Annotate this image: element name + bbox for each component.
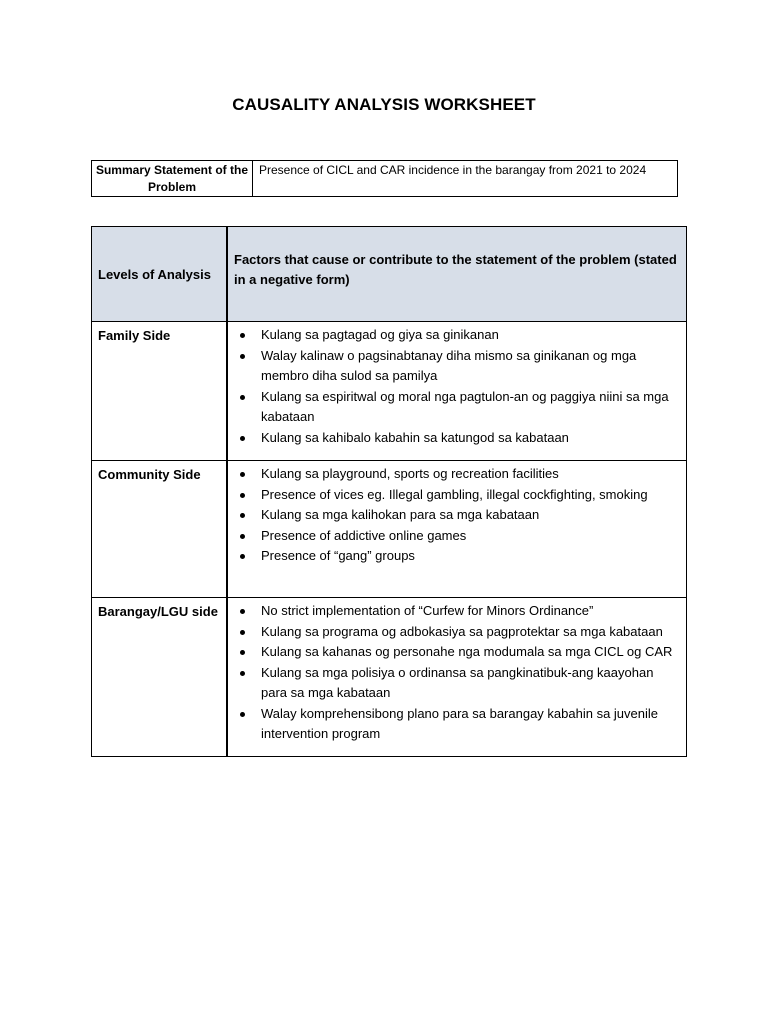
list-item: Presence of addictive online games: [240, 526, 680, 547]
level-barangay-lgu-side: Barangay/LGU side: [92, 598, 228, 757]
list-item: Kulang sa mga polisiya o ordinansa sa pangkinatibuk-ang kaayohan para sa mga kabataan: [240, 663, 680, 704]
factors-cell: [227, 461, 687, 598]
factor-list: [240, 464, 680, 567]
table-row: [92, 461, 687, 598]
factor-list: [240, 325, 680, 448]
list-item: Kulang sa mga kalihokan para sa mga kabataan: [240, 505, 680, 526]
header-factors: Factors that cause or contribute to the statement of the problem (stated in a negative form): [227, 227, 687, 322]
list-item: Kulang sa playground, sports og recreation facilities: [240, 464, 680, 485]
list-item: Presence of “gang” groups: [240, 546, 680, 567]
causality-analysis-table: [91, 226, 687, 757]
factors-cell: [227, 598, 687, 757]
factor-list: [240, 601, 680, 745]
summary-value: Presence of CICL and CAR incidence in the barangay from 2021 to 2024: [253, 161, 678, 197]
list-item: Presence of vices eg. Illegal gambling, illegal cockfighting, smoking: [240, 485, 680, 506]
list-item: Kulang sa espiritwal og moral nga pagtulon-an og paggiya niini sa mga kabataan: [240, 387, 680, 428]
summary-row: [92, 161, 678, 197]
list-item: Walay komprehensibong plano para sa barangay kabahin sa juvenile intervention program: [240, 704, 680, 745]
table-row: [92, 598, 687, 757]
list-item: Walay kalinaw o pagsinabtanay diha mismo sa ginikanan og mga membro diha sulod sa pamilya: [240, 346, 680, 387]
level-community-side: Community Side: [92, 461, 228, 598]
level-family-side: Family Side: [92, 322, 228, 461]
document-title: CAUSALITY ANALYSIS WORKSHEET: [232, 95, 536, 114]
list-item: Kulang sa kahanas og personahe nga modumala sa mga CICL og CAR: [240, 642, 680, 663]
factors-cell: [227, 322, 687, 461]
list-item: Kulang sa pagtagad og giya sa ginikanan: [240, 325, 680, 346]
summary-label: Summary Statement of the Problem: [92, 161, 253, 197]
table-header-row: [92, 227, 687, 322]
list-item: Kulang sa kahibalo kabahin sa katungod sa kabataan: [240, 428, 680, 449]
list-item: Kulang sa programa og adbokasiya sa pagprotektar sa mga kabataan: [240, 622, 680, 643]
table-row: [92, 322, 687, 461]
header-levels-of-analysis: Levels of Analysis: [92, 227, 228, 322]
list-item: No strict implementation of “Curfew for Minors Ordinance”: [240, 601, 680, 622]
summary-table: [91, 160, 678, 197]
